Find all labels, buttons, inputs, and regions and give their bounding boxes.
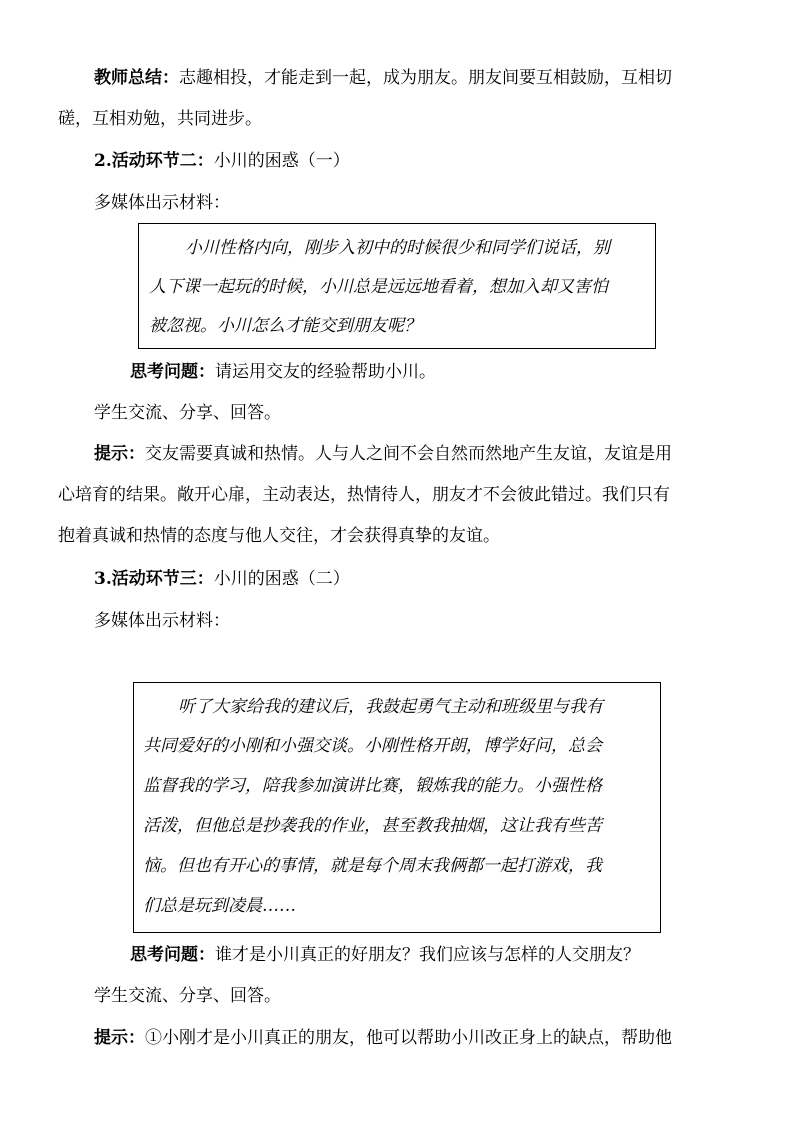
section2-box-line-1: 小川性格内向，刚步入初中的时候很少和同学们说话，别 [185,238,610,258]
section3-hint-line-1 [94,1027,672,1049]
section2-material-box [138,223,656,349]
section3-question [130,944,640,966]
section2-hint-line-2: 心培育的结果。敞开心扉，主动表达，热情待人，朋友才不会彼此错过。我们只有 [58,485,670,505]
section3-heading-rest: 小川的困惑（二） [213,569,350,589]
section3-material-box [133,682,661,933]
section2-heading-rest: 小川的困惑（一） [213,151,350,171]
section3-box-line-3: 监督我的学习，陪我参加演讲比赛，锻炼我的能力。小强性格 [143,776,602,796]
section2-activity: 学生交流、分享、回答。 [94,403,281,423]
summary-line-2: 磋，互相劝勉，共同进步。 [58,109,262,129]
section3-question-text: 谁才是小川真正的好朋友？我们应该与怎样的人交朋友？ [215,945,640,965]
summary-label: 教师总结： [94,68,179,88]
section2-hint-text-1: 交友需要真诚和热情。人与人之间不会自然而然地产生友谊，友谊是用 [145,444,672,464]
section2-question-text: 请运用交友的经验帮助小川。 [215,362,436,382]
section2-box-line-3: 被忽视。小川怎么才能交到朋友呢？ [149,316,421,336]
section3-box-line-6: 们总是玩到凌晨…… [143,896,296,916]
section2-hint-line-1 [94,443,672,465]
section3-box-line-2: 共同爱好的小刚和小强交谈。小刚性格开朗，博学好问，总会 [143,736,602,756]
section2-hint-line-3: 抱着真诚和热情的态度与他人交往，才会获得真挚的友谊。 [58,526,500,546]
section2-heading [94,150,350,172]
section3-box-line-4: 活泼，但他总是抄袭我的作业，甚至教我抽烟，这让我有些苦 [143,816,602,836]
section2-hint-label: 提示： [94,444,145,464]
section3-hint-text-1: ①小刚才是小川真正的朋友，他可以帮助小川改正身上的缺点，帮助他 [145,1028,672,1048]
section2-box-line-2: 人下课一起玩的时候，小川总是远远地看着，想加入却又害怕 [149,277,608,297]
section2-question [130,361,436,383]
section3-media-label: 多媒体出示材料： [94,611,230,631]
summary-text-1: 志趣相投，才能走到一起，成为朋友。朋友间要互相鼓励，互相切 [179,68,672,88]
section3-question-label: 思考问题： [130,945,215,965]
section2-heading-bold: 2.活动环节二： [94,151,214,171]
section3-box-line-1: 听了大家给我的建议后，我鼓起勇气主动和班级里与我有 [178,697,603,717]
section3-heading-bold: 3.活动环节三： [94,569,214,589]
section3-heading [94,568,350,590]
section2-question-label: 思考问题： [130,362,215,382]
section2-media-label: 多媒体出示材料： [94,193,230,213]
section3-hint-label: 提示： [94,1028,145,1048]
section3-box-line-5: 恼。但也有开心的事情，就是每个周末我俩都一起打游戏，我 [143,856,602,876]
summary-line-1 [94,67,672,89]
section3-activity: 学生交流、分享、回答。 [94,986,281,1006]
